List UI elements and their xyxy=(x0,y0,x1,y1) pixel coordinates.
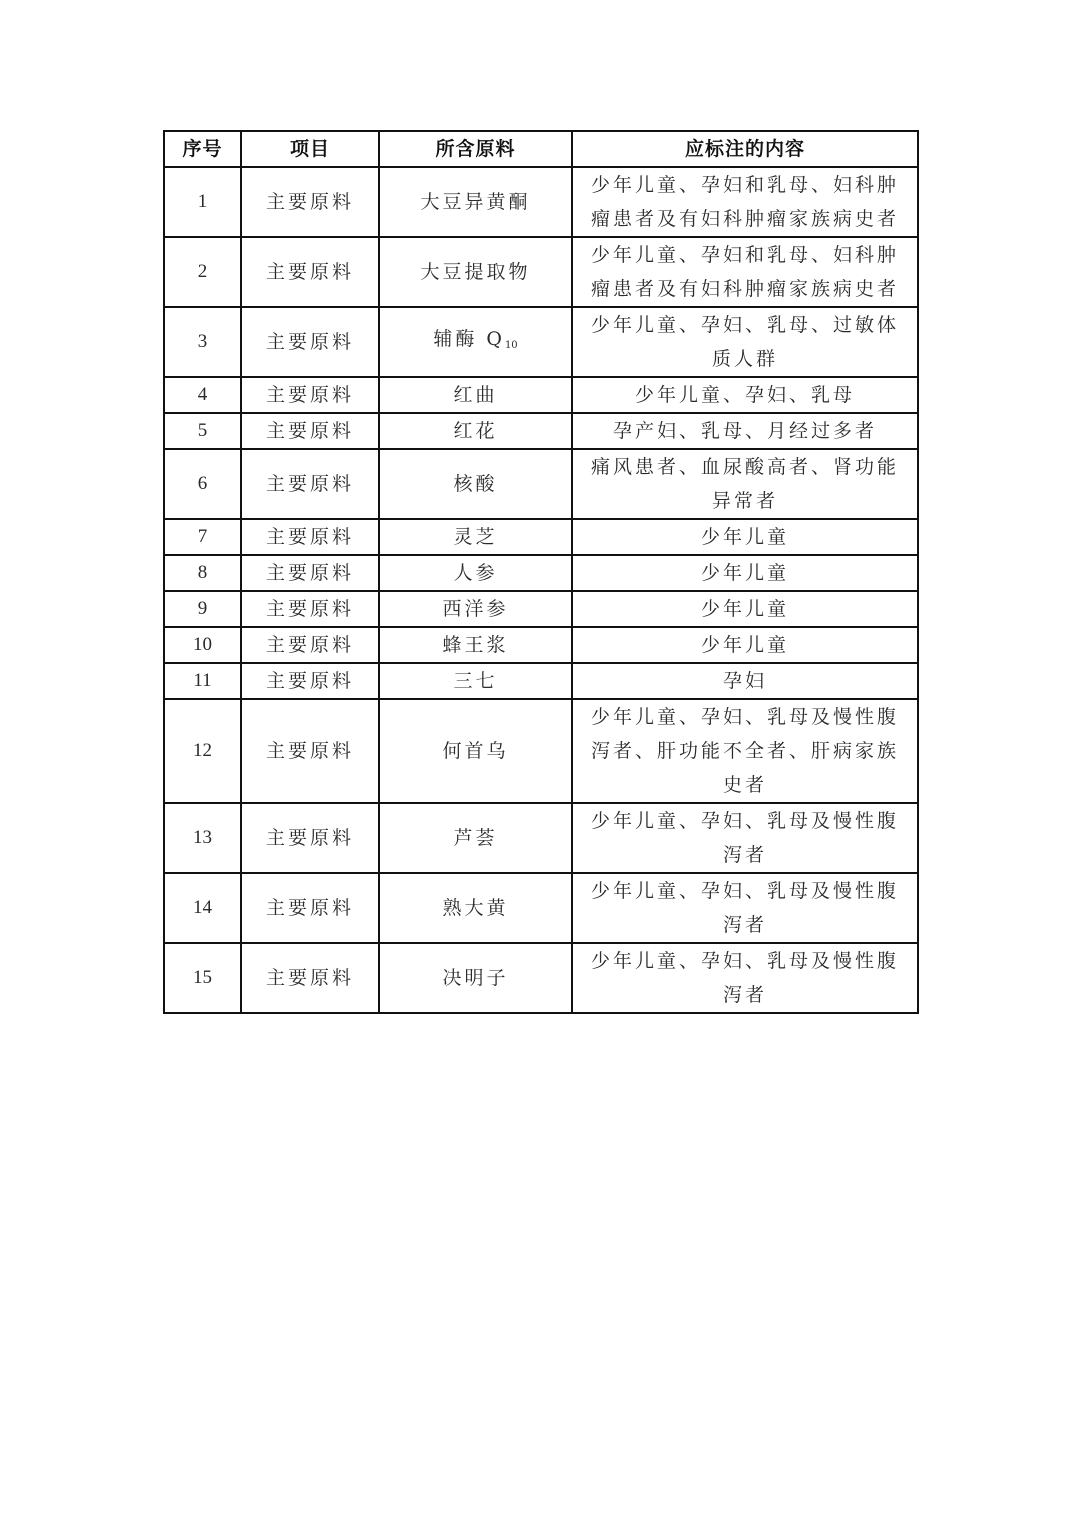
cell-no: 10 xyxy=(164,627,241,663)
table-row xyxy=(164,873,918,943)
cell-no: 4 xyxy=(164,377,241,413)
cell-item: 主要原料 xyxy=(241,377,379,413)
table-row xyxy=(164,449,918,519)
cell-material: 熟大黄 xyxy=(379,873,572,943)
header-serial-no: 序号 xyxy=(164,131,241,167)
cell-item: 主要原料 xyxy=(241,237,379,307)
material-name: 辅酶 Q xyxy=(433,327,505,350)
table-row xyxy=(164,413,918,449)
cell-label: 少年儿童、孕妇、乳母、过敏体质人群 xyxy=(572,307,918,377)
cell-no: 8 xyxy=(164,555,241,591)
table-row xyxy=(164,943,918,1013)
table-row xyxy=(164,519,918,555)
cell-label: 少年儿童、孕妇、乳母 xyxy=(572,377,918,413)
cell-label: 少年儿童 xyxy=(572,519,918,555)
cell-material: 人参 xyxy=(379,555,572,591)
cell-material: 红曲 xyxy=(379,377,572,413)
cell-material: 何首乌 xyxy=(379,699,572,803)
cell-item: 主要原料 xyxy=(241,413,379,449)
header-item: 项目 xyxy=(241,131,379,167)
cell-material xyxy=(379,307,572,377)
cell-label: 少年儿童 xyxy=(572,627,918,663)
cell-no: 15 xyxy=(164,943,241,1013)
cell-material: 核酸 xyxy=(379,449,572,519)
table-row xyxy=(164,377,918,413)
cell-label: 少年儿童、孕妇、乳母及慢性腹泻者 xyxy=(572,873,918,943)
cell-material: 西洋参 xyxy=(379,591,572,627)
table-row xyxy=(164,237,918,307)
cell-material: 大豆提取物 xyxy=(379,237,572,307)
header-label-content: 应标注的内容 xyxy=(572,131,918,167)
cell-material: 决明子 xyxy=(379,943,572,1013)
cell-item: 主要原料 xyxy=(241,943,379,1013)
cell-item: 主要原料 xyxy=(241,803,379,873)
cell-no: 3 xyxy=(164,307,241,377)
table-row xyxy=(164,699,918,803)
cell-material: 红花 xyxy=(379,413,572,449)
cell-label: 少年儿童、孕妇、乳母及慢性腹泻者、肝功能不全者、肝病家族史者 xyxy=(572,699,918,803)
cell-label: 孕妇 xyxy=(572,663,918,699)
cell-material: 蜂王浆 xyxy=(379,627,572,663)
table-row xyxy=(164,627,918,663)
cell-item: 主要原料 xyxy=(241,627,379,663)
cell-item: 主要原料 xyxy=(241,555,379,591)
cell-item: 主要原料 xyxy=(241,519,379,555)
cell-no: 11 xyxy=(164,663,241,699)
cell-label: 痛风患者、血尿酸高者、肾功能异常者 xyxy=(572,449,918,519)
cell-no: 7 xyxy=(164,519,241,555)
cell-label: 少年儿童、孕妇和乳母、妇科肿瘤患者及有妇科肿瘤家族病史者 xyxy=(572,237,918,307)
cell-material: 大豆异黄酮 xyxy=(379,167,572,237)
cell-no: 9 xyxy=(164,591,241,627)
cell-label: 少年儿童、孕妇和乳母、妇科肿瘤患者及有妇科肿瘤家族病史者 xyxy=(572,167,918,237)
header-material: 所含原料 xyxy=(379,131,572,167)
table-row xyxy=(164,803,918,873)
cell-no: 13 xyxy=(164,803,241,873)
cell-item: 主要原料 xyxy=(241,167,379,237)
cell-no: 2 xyxy=(164,237,241,307)
cell-material: 三七 xyxy=(379,663,572,699)
cell-label: 少年儿童、孕妇、乳母及慢性腹泻者 xyxy=(572,943,918,1013)
table-header-row xyxy=(164,131,918,167)
cell-no: 12 xyxy=(164,699,241,803)
table-row xyxy=(164,663,918,699)
cell-material: 灵芝 xyxy=(379,519,572,555)
cell-no: 6 xyxy=(164,449,241,519)
material-subscript: 10 xyxy=(504,339,518,351)
table-row xyxy=(164,167,918,237)
cell-no: 5 xyxy=(164,413,241,449)
cell-material: 芦荟 xyxy=(379,803,572,873)
cell-item: 主要原料 xyxy=(241,449,379,519)
cell-item: 主要原料 xyxy=(241,591,379,627)
cell-item: 主要原料 xyxy=(241,307,379,377)
cell-label: 少年儿童 xyxy=(572,555,918,591)
cell-label: 孕产妇、乳母、月经过多者 xyxy=(572,413,918,449)
cell-label: 少年儿童 xyxy=(572,591,918,627)
cell-item: 主要原料 xyxy=(241,699,379,803)
cell-no: 1 xyxy=(164,167,241,237)
ingredient-warning-table xyxy=(163,130,919,1014)
table-row xyxy=(164,307,918,377)
cell-no: 14 xyxy=(164,873,241,943)
cell-item: 主要原料 xyxy=(241,663,379,699)
cell-item: 主要原料 xyxy=(241,873,379,943)
table-row xyxy=(164,555,918,591)
table-row xyxy=(164,591,918,627)
cell-label: 少年儿童、孕妇、乳母及慢性腹泻者 xyxy=(572,803,918,873)
